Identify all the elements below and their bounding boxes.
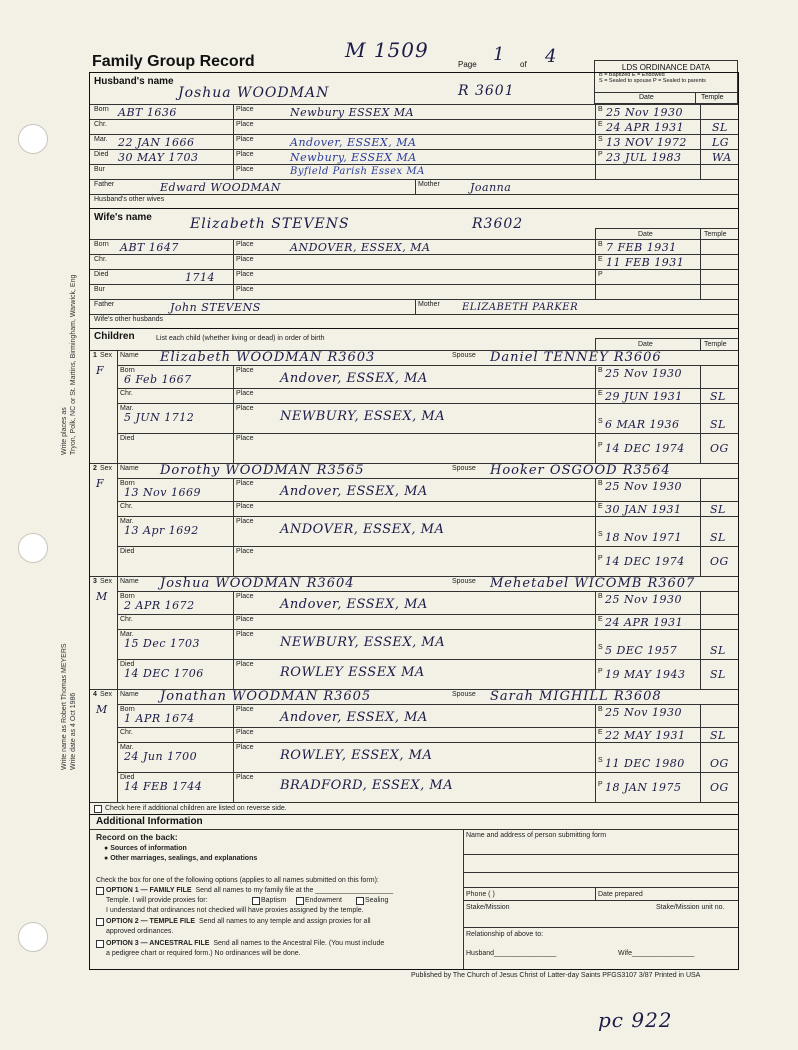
ordinance-temple-col: Temple bbox=[701, 94, 724, 101]
husband-born-place: Newbury ESSEX MA bbox=[290, 106, 415, 119]
child-born-date: 2 APR 1672 bbox=[124, 599, 195, 612]
child-ord-code: P bbox=[598, 668, 603, 675]
option-2-checkbox[interactable] bbox=[96, 918, 104, 926]
wife-born-date: ABT 1647 bbox=[120, 241, 179, 254]
child-name-label: Name bbox=[120, 578, 139, 585]
punch-hole-top bbox=[18, 124, 48, 154]
child-born-place-label: Place bbox=[236, 706, 254, 713]
child-ord-date: 19 MAY 1943 bbox=[605, 668, 686, 681]
wife-date-col: Date bbox=[638, 231, 653, 238]
child-mar-label: Mar. bbox=[120, 518, 134, 525]
child-spouse-label: Spouse bbox=[452, 578, 476, 585]
children-note: List each child (whether living or dead) in order of birth bbox=[156, 335, 325, 342]
child-spouse: Daniel TENNEY R3606 bbox=[490, 350, 662, 365]
child-ord-date: 18 Nov 1971 bbox=[605, 531, 682, 544]
child-ord-code: B bbox=[598, 706, 603, 713]
husband-father: Edward WOODMAN bbox=[160, 181, 281, 194]
record-number: M 1509 bbox=[345, 38, 429, 62]
option-1-line3: I understand that ordinances not checked will have proxies assigned by the temple. bbox=[106, 907, 364, 914]
child-number: 1 bbox=[93, 352, 97, 359]
child-ord-code: E bbox=[598, 616, 603, 623]
wife-died-date: 1714 bbox=[185, 271, 215, 284]
child-ord-date: 6 MAR 1936 bbox=[605, 418, 680, 431]
husband-bur-place-label: Place bbox=[236, 166, 254, 173]
child-name-label: Name bbox=[120, 691, 139, 698]
child-ord-temple: SL bbox=[710, 503, 726, 516]
child-mar-label: Mar. bbox=[120, 744, 134, 751]
wife-born-place: ANDOVER, ESSEX, MA bbox=[290, 241, 431, 254]
child-ord-date: 5 DEC 1957 bbox=[605, 644, 678, 657]
wife-mother-label: Mother bbox=[418, 301, 440, 308]
child-ord-temple: OG bbox=[710, 442, 729, 455]
endowment-checkbox[interactable] bbox=[296, 897, 304, 905]
child-born-place: Andover, ESSEX, MA bbox=[280, 484, 428, 499]
husband-ord-b-date: 25 Nov 1930 bbox=[606, 106, 683, 119]
additional-title: Additional Information bbox=[96, 816, 203, 827]
child-born-label: Born bbox=[120, 706, 135, 713]
child-chr-place-label: Place bbox=[236, 390, 254, 397]
child-sex: M bbox=[96, 590, 108, 603]
punch-hole-bottom bbox=[18, 922, 48, 952]
child-died-place-label: Place bbox=[236, 774, 254, 781]
child-ord-code: S bbox=[598, 757, 603, 764]
wife-ord-b-date: 7 FEB 1931 bbox=[606, 241, 677, 254]
form-title: Family Group Record bbox=[92, 53, 255, 70]
child-born-place-label: Place bbox=[236, 367, 254, 374]
child-born-label: Born bbox=[120, 593, 135, 600]
husband-born-place-label: Place bbox=[236, 106, 254, 113]
wife-died-label: Died bbox=[94, 271, 109, 278]
wife-ref: R3602 bbox=[472, 216, 524, 232]
child-ord-temple: SL bbox=[710, 729, 726, 742]
husband-ord-p-temple: WA bbox=[712, 151, 732, 164]
wife-born-place-label: Place bbox=[236, 241, 254, 248]
husband-died-place-label: Place bbox=[236, 151, 254, 158]
option-2: OPTION 2 — TEMPLE FILE Send all names to any temple and assign proxies for all bbox=[106, 918, 371, 925]
child-ord-code: E bbox=[598, 503, 603, 510]
child-ord-code: E bbox=[598, 729, 603, 736]
record-back-bullet-1: ● Sources of information bbox=[104, 845, 187, 852]
baptism-label: Baptism bbox=[261, 897, 287, 904]
child-ord-date: 25 Nov 1930 bbox=[605, 706, 682, 719]
child-name: Dorothy WOODMAN R3565 bbox=[160, 463, 365, 478]
husband-ord-e-temple: SL bbox=[712, 121, 728, 134]
husband-died-label: Died bbox=[94, 151, 109, 158]
wife-chr-label: Chr. bbox=[94, 256, 107, 263]
page-total: 4 bbox=[545, 46, 558, 67]
wife-mother: ELIZABETH PARKER bbox=[462, 302, 579, 313]
husband-mar-place-label: Place bbox=[236, 136, 254, 143]
child-spouse-label: Spouse bbox=[452, 465, 476, 472]
child-ord-code: S bbox=[598, 644, 603, 651]
child-spouse-label: Spouse bbox=[452, 352, 476, 359]
husband-father-label: Father bbox=[94, 181, 115, 188]
children-date-col: Date bbox=[638, 341, 653, 348]
husband-chr-place-label: Place bbox=[236, 121, 254, 128]
child-ord-code: E bbox=[598, 390, 603, 397]
child-mar-date: 15 Dec 1703 bbox=[124, 637, 200, 650]
stake-mission-label: Stake/Mission bbox=[466, 904, 510, 911]
husband-mar-place: Andover, ESSEX, MA bbox=[290, 136, 417, 149]
sealing-label: Sealing bbox=[365, 897, 389, 904]
husband-ord-s-temple: LG bbox=[712, 136, 730, 149]
child-born-label: Born bbox=[120, 367, 135, 374]
child-born-place: Andover, ESSEX, MA bbox=[280, 710, 428, 725]
document-code: pc 922 bbox=[598, 1008, 673, 1032]
husband-mother-label: Mother bbox=[418, 181, 440, 188]
child-chr-label: Chr. bbox=[120, 616, 133, 623]
child-ord-temple: OG bbox=[710, 757, 729, 770]
wife-name-label: Wife's name bbox=[94, 212, 152, 223]
option-1-checkbox[interactable] bbox=[96, 887, 104, 895]
child-sex-label: Sex bbox=[100, 352, 113, 359]
child-died-label: Died bbox=[120, 548, 135, 555]
child-born-date: 6 Feb 1667 bbox=[124, 373, 192, 386]
child-born-label: Born bbox=[120, 480, 135, 487]
child-chr-place-label: Place bbox=[236, 729, 254, 736]
sealing-checkbox[interactable] bbox=[356, 897, 364, 905]
husband-bur-label: Bur bbox=[94, 166, 105, 173]
husband-other-wives-label: Husband's other wives bbox=[94, 196, 165, 203]
wife-ord-e-date: 11 FEB 1931 bbox=[606, 256, 685, 269]
child-mar-date: 24 Jun 1700 bbox=[124, 750, 198, 763]
child-died-place-label: Place bbox=[236, 548, 254, 555]
child-mar-place: NEWBURY, ESSEX, MA bbox=[280, 409, 446, 424]
wife-father: John STEVENS bbox=[170, 301, 261, 314]
ordinance-legend-2: S = Sealed to spouse P = Sealed to parents bbox=[599, 78, 706, 84]
child-ord-temple: SL bbox=[710, 418, 726, 431]
name-note: Write name as Robert Thomas MEYERS Write date as 4 Oct 1986 bbox=[61, 643, 77, 770]
wife-chr-place-label: Place bbox=[236, 256, 254, 263]
child-mar-label: Mar. bbox=[120, 631, 134, 638]
child-ord-date: 14 DEC 1974 bbox=[605, 555, 685, 568]
wife-other-husbands-label: Wife's other husbands bbox=[94, 316, 164, 323]
husband-name-label: Husband's name bbox=[94, 76, 174, 87]
child-ord-temple: OG bbox=[710, 781, 729, 794]
baptism-checkbox[interactable] bbox=[252, 897, 260, 905]
endowment-label: Endowment bbox=[305, 897, 342, 904]
child-spouse: Hooker OSGOOD R3564 bbox=[490, 463, 671, 478]
wife-ord-e-code: E bbox=[598, 256, 603, 263]
submitter-label: Name and address of person submitting form bbox=[466, 832, 607, 839]
husband-born-date: ABT 1636 bbox=[118, 106, 177, 119]
page-number: 1 bbox=[493, 44, 506, 65]
publisher-line: Published by The Church of Jesus Christ of Latter-day Saints PFGS3107 3/87 Printed in USA bbox=[411, 972, 701, 979]
wife-father-label: Father bbox=[94, 301, 115, 308]
child-ord-code: P bbox=[598, 442, 603, 449]
husband-mar-date: 22 JAN 1666 bbox=[118, 136, 195, 149]
children-temple-col: Temple bbox=[704, 341, 727, 348]
child-ord-date: 11 DEC 1980 bbox=[605, 757, 685, 770]
family-group-form bbox=[89, 72, 739, 970]
husband-ord-p-date: 23 JUL 1983 bbox=[606, 151, 682, 164]
child-number: 2 bbox=[93, 465, 97, 472]
child-ord-date: 22 MAY 1931 bbox=[605, 729, 686, 742]
relationship-husband-label: Husband________________ bbox=[466, 950, 557, 957]
husband-name: Joshua WOODMAN bbox=[178, 85, 330, 101]
child-mar-label: Mar. bbox=[120, 405, 134, 412]
child-chr-label: Chr. bbox=[120, 729, 133, 736]
child-chr-label: Chr. bbox=[120, 390, 133, 397]
husband-bur-place: Byfield Parish Essex MA bbox=[290, 166, 425, 177]
child-mar-place-label: Place bbox=[236, 631, 254, 638]
record-back-bullet-2: ● Other marriages, sealings, and explanations bbox=[104, 855, 258, 862]
child-mar-place: NEWBURY, ESSEX, MA bbox=[280, 635, 446, 650]
ordinance-legend-1: B = Baptized E = Endowed bbox=[599, 72, 665, 78]
child-mar-date: 5 JUN 1712 bbox=[124, 411, 195, 424]
husband-ord-e-code: E bbox=[598, 121, 603, 128]
child-chr-place-label: Place bbox=[236, 503, 254, 510]
child-ord-temple: SL bbox=[710, 644, 726, 657]
child-born-date: 1 APR 1674 bbox=[124, 712, 195, 725]
child-sex-label: Sex bbox=[100, 465, 113, 472]
option-instructions: Check the box for one of the following options (applies to all names submitted on this form): bbox=[96, 877, 379, 884]
child-ord-date: 25 Nov 1930 bbox=[605, 480, 682, 493]
child-number: 3 bbox=[93, 578, 97, 585]
child-ord-temple: OG bbox=[710, 555, 729, 568]
child-name: Elizabeth WOODMAN R3603 bbox=[160, 350, 376, 365]
child-born-place: Andover, ESSEX, MA bbox=[280, 371, 428, 386]
child-ord-date: 18 JAN 1975 bbox=[605, 781, 682, 794]
option-2-line2: approved ordinances. bbox=[106, 928, 174, 935]
ordinance-title: LDS ORDINANCE DATA bbox=[621, 63, 711, 72]
child-born-place-label: Place bbox=[236, 593, 254, 600]
child-ord-code: S bbox=[598, 418, 603, 425]
child-died-place: BRADFORD, ESSEX, MA bbox=[280, 778, 454, 793]
husband-born-label: Born bbox=[94, 106, 109, 113]
option-1-line2: Temple. I will provide proxies for: bbox=[106, 897, 208, 904]
option-1: OPTION 1 — FAMILY FILE Send all names to my family file at the ____________________ bbox=[106, 887, 394, 894]
husband-mother: Joanna bbox=[470, 181, 512, 194]
option-3: OPTION 3 — ANCESTRAL FILE Send all names to the Ancestral File. (You must include bbox=[106, 940, 385, 947]
husband-ord-p-code: P bbox=[598, 151, 603, 158]
husband-died-date: 30 MAY 1703 bbox=[118, 151, 199, 164]
child-sex: F bbox=[96, 364, 105, 377]
child-ord-code: P bbox=[598, 555, 603, 562]
child-ord-code: B bbox=[598, 367, 603, 374]
child-ord-code: B bbox=[598, 593, 603, 600]
child-born-place-label: Place bbox=[236, 480, 254, 487]
wife-bur-label: Bur bbox=[94, 286, 105, 293]
husband-ord-e-date: 24 APR 1931 bbox=[606, 121, 685, 134]
child-born-date: 13 Nov 1669 bbox=[124, 486, 201, 499]
husband-ord-b-code: B bbox=[598, 106, 603, 113]
child-spouse: Sarah MIGHILL R3608 bbox=[490, 689, 662, 704]
places-note: Write places as Tryon, Polk, NC or St. Martins, Birmingham, Warwick, Eng bbox=[61, 274, 77, 455]
child-sex: M bbox=[96, 703, 108, 716]
child-ord-date: 29 JUN 1931 bbox=[605, 390, 683, 403]
child-died-place-label: Place bbox=[236, 661, 254, 668]
wife-bur-place-label: Place bbox=[236, 286, 254, 293]
punch-hole-middle bbox=[18, 533, 48, 563]
child-ord-code: P bbox=[598, 781, 603, 788]
option-3-checkbox[interactable] bbox=[96, 940, 104, 948]
child-sex: F bbox=[96, 477, 105, 490]
husband-ord-s-date: 13 NOV 1972 bbox=[606, 136, 687, 149]
phone-label: Phone ( ) bbox=[466, 891, 495, 898]
child-number: 4 bbox=[93, 691, 97, 698]
child-ord-temple: SL bbox=[710, 668, 726, 681]
child-died-date: 14 FEB 1744 bbox=[124, 780, 203, 793]
more-children-note: Check here if additional children are listed on reverse side. bbox=[105, 805, 287, 812]
husband-ref: R 3601 bbox=[458, 83, 515, 99]
child-ord-code: B bbox=[598, 480, 603, 487]
husband-ord-s-code: S bbox=[598, 136, 603, 143]
child-ord-code: S bbox=[598, 531, 603, 538]
child-name-label: Name bbox=[120, 465, 139, 472]
wife-died-place-label: Place bbox=[236, 271, 254, 278]
husband-chr-label: Chr. bbox=[94, 121, 107, 128]
child-ord-temple: SL bbox=[710, 531, 726, 544]
child-spouse: Mehetabel WICOMB R3607 bbox=[490, 576, 696, 591]
child-died-label: Died bbox=[120, 661, 135, 668]
record-back-label: Record on the back: bbox=[96, 832, 178, 842]
date-prepared-label: Date prepared bbox=[598, 891, 643, 898]
wife-temple-col: Temple bbox=[704, 231, 727, 238]
child-mar-place-label: Place bbox=[236, 518, 254, 525]
child-mar-place: ROWLEY, ESSEX, MA bbox=[280, 748, 433, 763]
wife-ord-b-code: B bbox=[598, 241, 603, 248]
option-3-line2: a pedigree chart or required form.) No ordinances will be done. bbox=[106, 950, 301, 957]
children-label: Children bbox=[94, 331, 135, 342]
wife-name: Elizabeth STEVENS bbox=[190, 216, 350, 232]
husband-mar-label: Mar. bbox=[94, 136, 108, 143]
child-spouse-label: Spouse bbox=[452, 691, 476, 698]
child-name: Jonathan WOODMAN R3605 bbox=[160, 689, 372, 704]
child-ord-date: 14 DEC 1974 bbox=[605, 442, 685, 455]
child-died-place-label: Place bbox=[236, 435, 254, 442]
more-children-checkbox[interactable] bbox=[94, 805, 102, 813]
child-name-label: Name bbox=[120, 352, 139, 359]
husband-died-place: Newbury, ESSEX MA bbox=[290, 151, 417, 164]
relationship-wife-label: Wife________________ bbox=[618, 950, 695, 957]
child-died-label: Died bbox=[120, 435, 135, 442]
stake-unit-label: Stake/Mission unit no. bbox=[656, 904, 725, 911]
child-mar-place-label: Place bbox=[236, 744, 254, 751]
relationship-label: Relationship of above to: bbox=[466, 931, 544, 938]
page-label: Page bbox=[458, 60, 477, 69]
wife-born-label: Born bbox=[94, 241, 109, 248]
child-ord-date: 24 APR 1931 bbox=[605, 616, 684, 629]
child-ord-temple: SL bbox=[710, 390, 726, 403]
page-of: of bbox=[520, 60, 527, 69]
child-name: Joshua WOODMAN R3604 bbox=[160, 576, 355, 591]
child-mar-place: ANDOVER, ESSEX, MA bbox=[280, 522, 445, 537]
child-mar-place-label: Place bbox=[236, 405, 254, 412]
child-ord-date: 25 Nov 1930 bbox=[605, 593, 682, 606]
child-sex-label: Sex bbox=[100, 578, 113, 585]
child-chr-place-label: Place bbox=[236, 616, 254, 623]
child-died-label: Died bbox=[120, 774, 135, 781]
wife-ord-p-code: P bbox=[598, 271, 603, 278]
child-died-place: ROWLEY ESSEX MA bbox=[280, 665, 425, 680]
child-sex-label: Sex bbox=[100, 691, 113, 698]
child-ord-date: 25 Nov 1930 bbox=[605, 367, 682, 380]
child-mar-date: 13 Apr 1692 bbox=[124, 524, 199, 537]
child-born-place: Andover, ESSEX, MA bbox=[280, 597, 428, 612]
ordinance-date-col: Date bbox=[639, 94, 654, 101]
child-died-date: 14 DEC 1706 bbox=[124, 667, 204, 680]
child-ord-date: 30 JAN 1931 bbox=[605, 503, 682, 516]
child-chr-label: Chr. bbox=[120, 503, 133, 510]
